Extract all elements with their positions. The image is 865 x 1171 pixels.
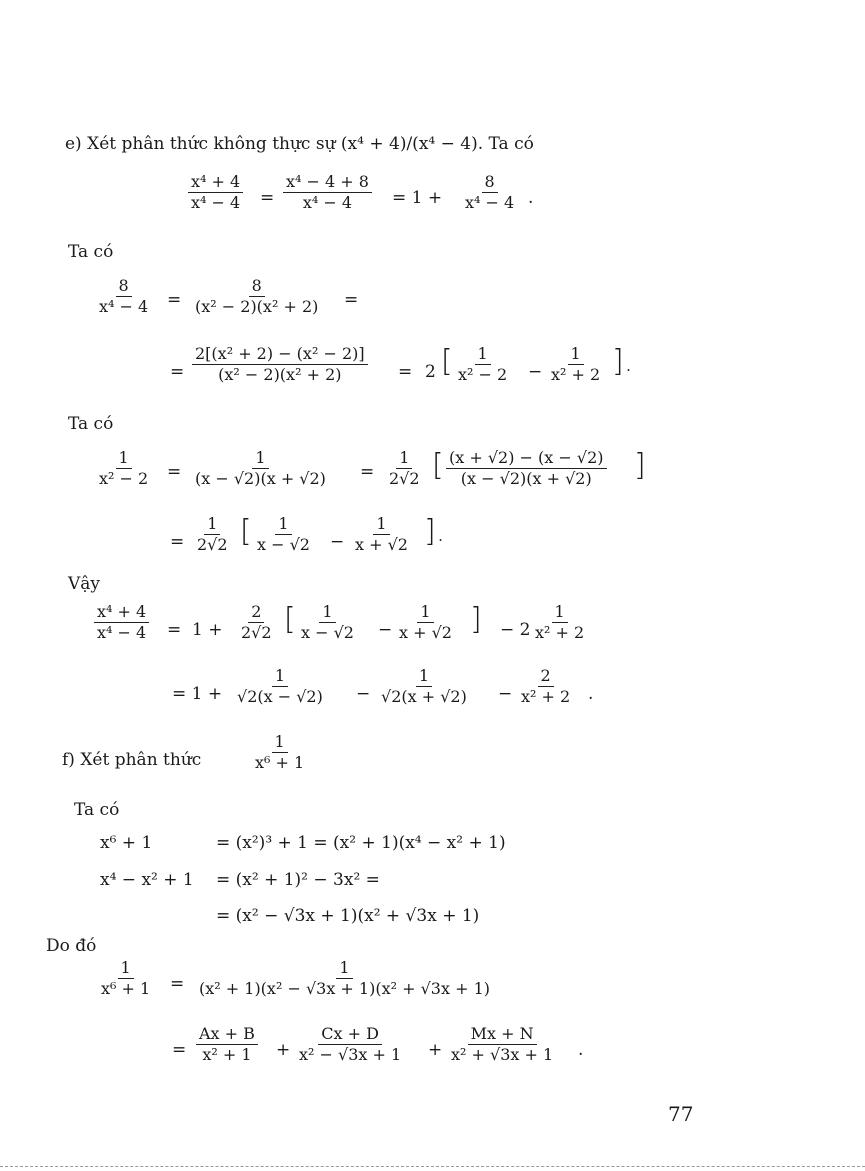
equals-sign: = [170,974,185,994]
fraction: $\frac{1}{2√2}$ [389,448,420,488]
equation-text: = 1 + [172,684,223,704]
section-e-intro: e) Xét phân thức không thực sự (x⁴ + 4)/(x⁴ − 4). Ta có [65,134,534,154]
fraction: $\frac{1}{\text{x² + 2}}$ [551,344,601,384]
equation-lhs: x⁶ + 1 [100,833,153,853]
ta-co-label: Ta có [68,414,114,434]
equation-text: 1 + [192,620,223,640]
equals-sign: = [167,290,182,310]
period: . [528,188,534,208]
fraction: $\frac{Ax + B}{\text{x² + 1}}$ [196,1024,258,1064]
minus-sign: − [378,620,393,640]
fraction: $\frac{1}{\text{x⁶ + 1}}$ [101,958,151,998]
fraction: $\frac{Cx + D}{\text{x² − √3x + 1}}$ [299,1024,402,1064]
page-number: 77 [668,1102,694,1126]
do-do-label: Do đó [46,936,97,956]
plus-sign: + [428,1040,443,1060]
fraction: $\frac{8}{\text{(x² − 2)(x² + 2)}}$ [195,276,319,316]
fraction: $\frac{1}{\text{x² − 2}}$ [458,344,508,384]
right-bracket: ]. [424,514,446,549]
left-bracket: [ [441,344,453,379]
fraction: $\frac{8}{\text{x⁴ − 4}}$ [99,276,149,316]
fraction: $\frac{1}{√2(x - √2)}$ [237,666,323,706]
equation-lhs: x⁴ − x² + 1 [100,870,194,890]
fraction: $\frac{1}{\text{(x² + 1)(x² − √3x + 1)(x² + √3x + 1)}}$ [199,958,490,998]
fraction: $\frac{(x + √2) - (x - √2)}{(x - √2)(x + √2)}$ [446,448,607,488]
equation-rhs: = (x²)³ + 1 = (x² + 1)(x⁴ − x² + 1) [216,833,506,853]
fraction: $\frac{8}{\text{x⁴ − 4}}$ [465,172,515,212]
minus-sign: − [330,532,345,552]
fraction: $\frac{\text{2[(x² + 2) − (x² − 2)]}}{\text{(x² − 2)(x² + 2)}}$ [192,344,368,384]
equation-rhs: = (x² − √3x + 1)(x² + √3x + 1) [216,906,480,926]
minus-sign: − [356,684,371,704]
fraction: $\frac{\text{x⁴ + 4}}{\text{x⁴ − 4}}$ [94,602,149,642]
left-bracket: [ [432,448,444,483]
fraction: $\frac{2}{\text{x² + 2}}$ [521,666,571,706]
fraction: $\frac{1}{\text{x² + 2}}$ [535,602,585,642]
fraction: $\frac{1}{x + √2}$ [355,514,408,554]
equals-sign: = [170,532,185,552]
coefficient: − 2 [500,620,531,640]
period: . [588,684,594,704]
equals-sign: = [170,362,185,382]
page-bottom-rule [0,1166,865,1167]
left-bracket: [ [284,602,296,637]
equals-sign: = [344,290,359,310]
equals-sign: = [398,362,413,382]
right-bracket: ] [634,448,646,483]
minus-sign: − [528,362,543,382]
fraction: $\frac{\text{x⁴ − 4 + 8}}{\text{x⁴ − 4}}$ [283,172,372,212]
fraction: $\frac{\text{x⁴ + 4}}{\text{x⁴ − 4}}$ [188,172,243,212]
equals-sign: = [167,462,182,482]
equals-sign: = [360,462,375,482]
fraction: $\frac{1}{\text{x⁶ + 1}}$ [255,732,305,772]
minus-sign: − [498,684,513,704]
fraction: $\frac{1}{\text{x² − 2}}$ [99,448,149,488]
ta-co-label: Ta có [68,242,114,262]
vay-label: Vậy [68,574,101,594]
fraction: $\frac{Mx + N}{\text{x² + √3x + 1}}$ [451,1024,554,1064]
right-bracket: ] [470,602,482,637]
equals-sign: = [167,620,182,640]
plus-sign: + [276,1040,291,1060]
equation-rhs: = (x² + 1)² − 3x² = [216,870,380,890]
equals-sign: = [172,1040,187,1060]
equals-sign: = [260,188,275,208]
section-f-intro: f) Xét phân thức [62,750,202,770]
fraction: $\frac{1}{√2(x + √2)}$ [381,666,467,706]
fraction: $\frac{1}{x + √2}$ [399,602,452,642]
left-bracket: [ [240,514,252,549]
right-bracket: ]. [612,344,634,379]
fraction: $\frac{1}{(x - √2)(x + √2)}$ [195,448,326,488]
period: . [578,1040,584,1060]
coefficient: 2 [425,362,436,382]
ta-co-label: Ta có [74,800,120,820]
fraction: $\frac{2}{2√2}$ [241,602,272,642]
fraction: $\frac{1}{x - √2}$ [257,514,310,554]
fraction: $\frac{1}{x - √2}$ [301,602,354,642]
equation-text: = 1 + [392,188,443,208]
fraction: $\frac{1}{2√2}$ [197,514,228,554]
